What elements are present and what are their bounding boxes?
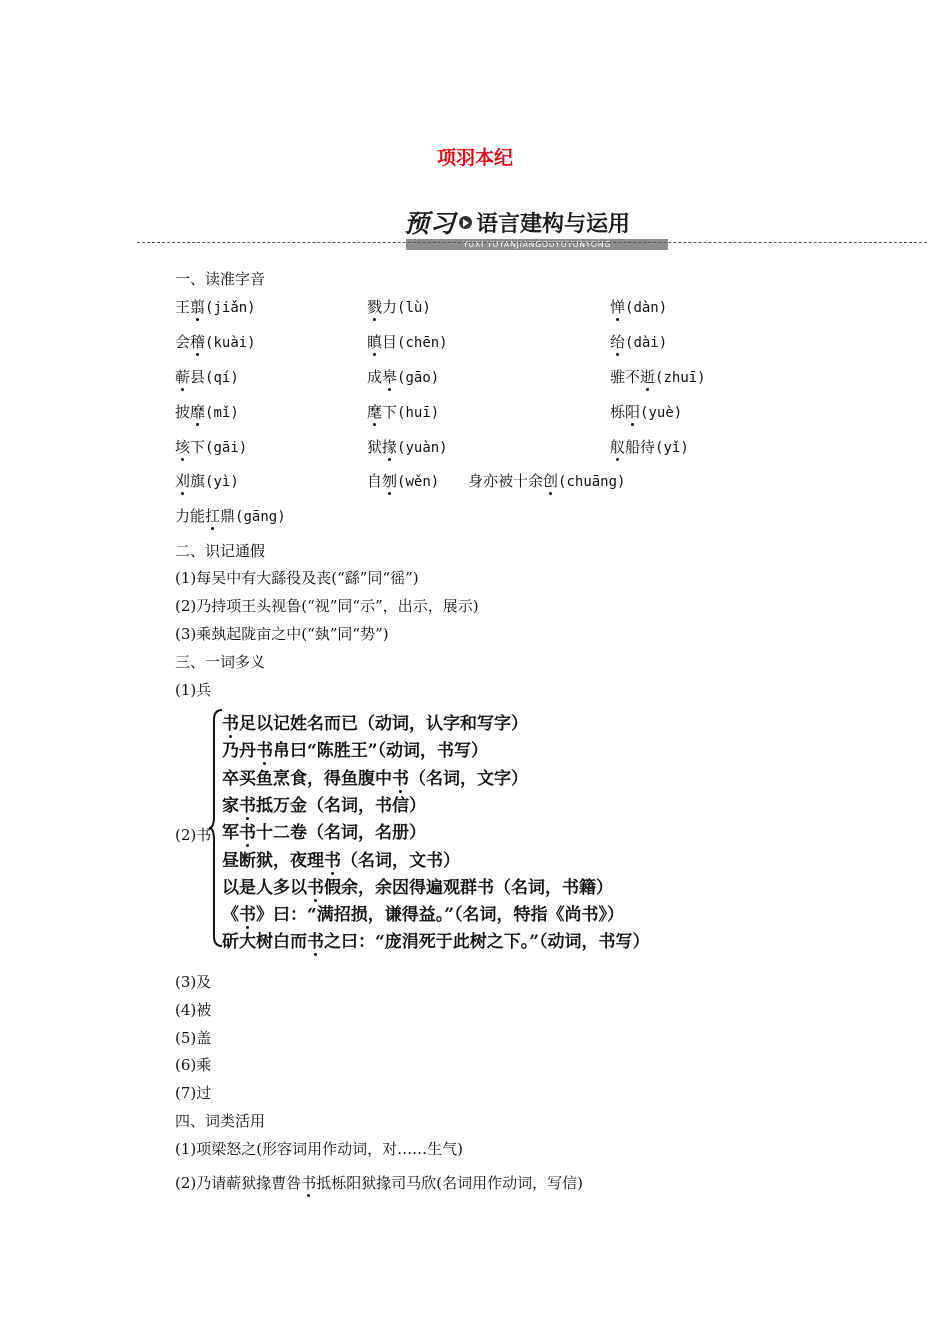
shu-meaning-line: 《书》曰：“满招损，谦得益。”（名词，特指《尚书》） <box>222 900 624 925</box>
shu-meaning-line: 乃丹书帛曰“陈胜王”（动词，书写） <box>222 736 488 761</box>
polysemy-item: (3)及 <box>175 973 212 991</box>
pinyin: (yuàn) <box>397 440 448 456</box>
pinyin: (chuāng) <box>558 474 626 490</box>
emphasis-char: 翦 <box>190 298 206 316</box>
emphasis-char: 皋 <box>382 368 398 386</box>
banner-title: 语言建构与运用 <box>476 211 631 237</box>
emphasis-char: 书 <box>239 818 256 843</box>
pinyin: (wěn) <box>397 474 440 490</box>
emphasis-char: 书 <box>239 791 256 816</box>
pronunciation-item: 自刎(wěn) <box>367 472 440 490</box>
play-icon <box>459 216 472 229</box>
emphasis-char: 书 <box>392 764 409 789</box>
emphasis-char: 蕲 <box>175 368 191 386</box>
section-heading-pronunciation: 一、读准字音 <box>175 270 266 288</box>
emphasis-char: 麾 <box>367 403 383 421</box>
shu-meaning-line: 斫大树白而书之曰：“庞涓死于此树之下。”（动词，书写） <box>222 927 650 952</box>
pinyin: (jiǎn) <box>205 300 256 316</box>
shu-meaning-line: 书足以记姓名而已（动词，认字和写字） <box>222 709 528 734</box>
emphasis-char: 书 <box>307 873 324 898</box>
emphasis-char: 稽 <box>190 333 206 351</box>
pinyin: (dài) <box>625 335 668 351</box>
shu-meaning-line: 昼断狱，夜理书（名词，文书） <box>222 846 460 871</box>
pronunciation-item: 王翦(jiǎn) <box>175 298 256 316</box>
pronunciation-item: 成皋(gāo) <box>367 368 440 386</box>
pinyin: (mǐ) <box>205 405 239 421</box>
pronunciation-item <box>610 296 667 317</box>
pronunciation-item: 刈旗(yì) <box>175 472 239 490</box>
shu-meaning-line: 卒买鱼烹食，得鱼腹中书（名词，文字） <box>222 764 528 789</box>
polysemy-item: (1)兵 <box>175 681 212 699</box>
polysemy-item-shu-label: (2)书 <box>175 826 212 844</box>
pronunciation-item <box>610 331 667 352</box>
loanword-line: (3)乘埶起陇亩之中(“埶”同“势”) <box>175 625 389 643</box>
polysemy-item: (6)乘 <box>175 1056 212 1075</box>
polysemy-item: (5)盖 <box>175 1028 212 1047</box>
pronunciation-item: 瞋目(chēn) <box>367 333 448 351</box>
pinyin: (dàn) <box>625 300 668 316</box>
emphasis-char: 书 <box>222 709 239 734</box>
pinyin: (huī) <box>397 405 440 421</box>
emphasis-char: 书 <box>307 927 324 952</box>
emphasis-char: 绐 <box>610 333 626 351</box>
pinyin: (yì) <box>205 474 239 490</box>
polysemy-item: (4)被 <box>175 1000 212 1019</box>
pinyin: (gāng) <box>235 509 286 525</box>
pinyin: (chēn) <box>397 335 448 351</box>
section-heading-loanwords: 二、识记通假 <box>175 542 266 560</box>
page-title: 项羽本纪 <box>436 147 513 169</box>
pronunciation-item: 垓下(gāi) <box>175 438 248 456</box>
loanword-line: (2)乃持项王头视鲁(“视”同“示”，出示，展示) <box>175 597 479 615</box>
emphasis-char: 刈 <box>175 472 191 490</box>
word-class-line: (2)乃请蕲狱掾曹咎书抵栎阳狱掾司马欣(名词用作动词，写信) <box>175 1174 583 1192</box>
pronunciation-item: 力能扛鼎(gāng) <box>175 507 286 525</box>
emphasis-char: 掾 <box>382 438 398 456</box>
emphasis-char: 逝 <box>640 368 656 386</box>
shu-meaning-line: 以是人多以书假余，余因得遍观群书（名词，书籍） <box>222 873 613 898</box>
pinyin: (qí) <box>205 370 239 386</box>
emphasis-char: 靡 <box>190 403 206 421</box>
pinyin: (yuè) <box>640 405 683 421</box>
pinyin: (gāi) <box>205 440 248 456</box>
pinyin: (yǐ) <box>655 440 689 456</box>
emphasis-char: 书 <box>324 846 341 871</box>
pinyin: (lù) <box>397 300 431 316</box>
loanword-line: (1)每吴中有大繇役及丧(“繇”同“徭”) <box>175 569 419 587</box>
pinyin: (zhuī) <box>655 370 706 386</box>
pronunciation-item: 蕲县(qí) <box>175 368 239 386</box>
shu-meaning-line: 家书抵万金（名词，书信） <box>222 791 426 816</box>
emphasis-char: 扛 <box>205 507 221 525</box>
emphasis-char: 刎 <box>382 472 398 490</box>
pronunciation-item: 披靡(mǐ) <box>175 403 239 421</box>
emphasis-char: 戮 <box>367 298 383 316</box>
emphasis-char: 书 <box>301 1174 317 1192</box>
emphasis-char: 阳 <box>625 403 641 421</box>
pronunciation-item: 骓不逝(zhuī) <box>610 368 706 386</box>
emphasis-char: 瞋 <box>367 333 383 351</box>
emphasis-char: 书 <box>256 736 273 761</box>
pinyin: (kuài) <box>205 335 256 351</box>
pronunciation-item: 身亦被十余创(chuāng) <box>468 472 626 490</box>
emphasis-char: 书 <box>239 900 256 925</box>
pronunciation-item: 会稽(kuài) <box>175 333 256 351</box>
pronunciation-item: 狱掾(yuàn) <box>367 438 448 456</box>
polysemy-item: (7)过 <box>175 1084 212 1103</box>
pronunciation-item: 麾下(huī) <box>367 403 440 421</box>
pronunciation-item: 舣船待(yǐ) <box>610 438 689 456</box>
pronunciation-item: 栎阳(yuè) <box>610 403 683 421</box>
word-class-line: (1)项梁怒之(形容词用作动词，对……生气) <box>175 1140 463 1158</box>
dashed-divider <box>137 242 927 243</box>
pinyin: (gāo) <box>397 370 440 386</box>
section-banner <box>404 204 631 249</box>
section-heading-word-class: 四、词类活用 <box>175 1112 266 1130</box>
banner-subtitle: YUXI YUYANJIANGOUYUYUNYONG <box>406 239 668 250</box>
emphasis-char: 舣 <box>610 438 626 456</box>
emphasis-char: 创 <box>543 472 559 490</box>
shu-meaning-line: 军书十二卷（名词，名册） <box>222 818 426 843</box>
section-heading-polysemy: 三、一词多义 <box>175 653 266 671</box>
pronunciation-item: 戮力(lù) <box>367 298 431 316</box>
emphasis-char: 惮 <box>610 298 626 316</box>
emphasis-char: 垓 <box>175 438 191 456</box>
banner-prefix: 预习 <box>404 209 457 238</box>
